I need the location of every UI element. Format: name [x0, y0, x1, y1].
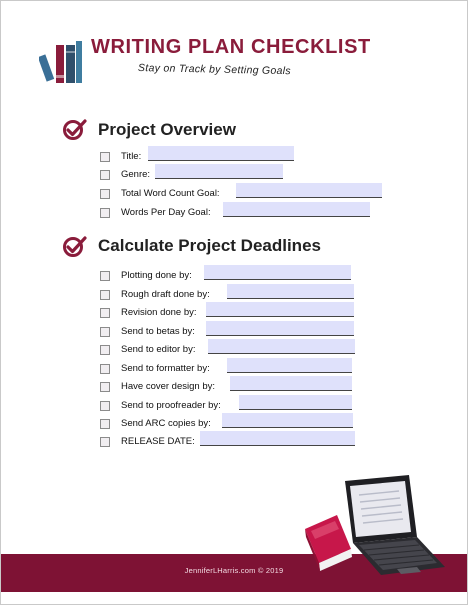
checklist-item-betas [100, 325, 195, 339]
proofreader-field[interactable] [239, 395, 352, 410]
checklist-item-genre [100, 168, 150, 182]
item-label: RELEASE DATE: [121, 436, 195, 447]
checklist-item-words-per-day-goal [100, 206, 211, 220]
checkbox[interactable] [100, 437, 110, 447]
laptop-and-book-icon [299, 471, 459, 586]
checklist-item-plotting [100, 269, 192, 283]
item-label: Rough draft done by: [121, 289, 210, 300]
revision-field[interactable] [206, 302, 354, 317]
page-title: WRITING PLAN CHECKLIST [91, 36, 371, 58]
checkbox[interactable] [100, 401, 110, 411]
total-word-count-goal-field[interactable] [236, 183, 382, 198]
item-label: Send ARC copies by: [121, 418, 211, 429]
item-label: Send to editor by: [121, 344, 196, 355]
checklist-item-total-word-count-goal [100, 187, 220, 201]
item-label: Words Per Day Goal: [121, 207, 211, 218]
checklist-item-title [100, 150, 141, 164]
item-label: Revision done by: [121, 307, 197, 318]
item-label: Genre: [121, 169, 151, 180]
checkbox[interactable] [100, 308, 110, 318]
checklist-item-editor [100, 343, 195, 357]
checkbox[interactable] [100, 271, 110, 281]
footer-text: JenniferLHarris.com © 2019 [184, 566, 284, 575]
checklist-item-proofreader [100, 399, 221, 413]
release-date-field[interactable] [200, 431, 355, 446]
page-subtitle: Stay on Track by Setting Goals [137, 62, 292, 78]
title-field[interactable] [148, 146, 294, 161]
section-heading-project-overview: Project Overview [98, 120, 236, 139]
checklist-item-cover-design [100, 380, 215, 394]
item-label: Send to formatter by: [121, 363, 210, 374]
checkbox[interactable] [100, 290, 110, 300]
checkbox[interactable] [100, 208, 110, 218]
item-label: Plotting done by: [121, 270, 192, 281]
section-heading-calculate-project-deadlines: Calculate Project Deadlines [98, 236, 321, 255]
rough-draft-field[interactable] [227, 284, 354, 299]
cover-design-field[interactable] [230, 376, 352, 391]
checklist-item-revision [100, 306, 197, 320]
checkbox[interactable] [100, 170, 110, 180]
checklist-item-arc-copies [100, 417, 211, 431]
checklist-item-rough-draft [100, 288, 210, 302]
editor-field[interactable] [208, 339, 355, 354]
checkbox[interactable] [100, 345, 110, 355]
checkbox[interactable] [100, 189, 110, 199]
item-label: Send to proofreader by: [121, 400, 221, 411]
item-label: Total Word Count Goal: [121, 188, 220, 199]
checkbox[interactable] [100, 152, 110, 162]
formatter-field[interactable] [227, 358, 352, 373]
words-per-day-goal-field[interactable] [223, 202, 370, 217]
checkbox[interactable] [100, 364, 110, 374]
checkbox[interactable] [100, 419, 110, 429]
item-label: Send to betas by: [121, 326, 195, 337]
checklist-item-formatter [100, 362, 210, 376]
plotting-field[interactable] [204, 265, 351, 280]
arc-copies-field[interactable] [222, 413, 353, 428]
check-circle-icon [63, 236, 87, 258]
books-icon [39, 39, 85, 83]
checkbox[interactable] [100, 327, 110, 337]
genre-field[interactable] [155, 164, 283, 179]
checkbox[interactable] [100, 382, 110, 392]
checklist-item-release-date [100, 435, 195, 449]
check-circle-icon [63, 119, 87, 141]
item-label: Title: [121, 151, 142, 162]
betas-field[interactable] [206, 321, 354, 336]
item-label: Have cover design by: [121, 381, 215, 392]
